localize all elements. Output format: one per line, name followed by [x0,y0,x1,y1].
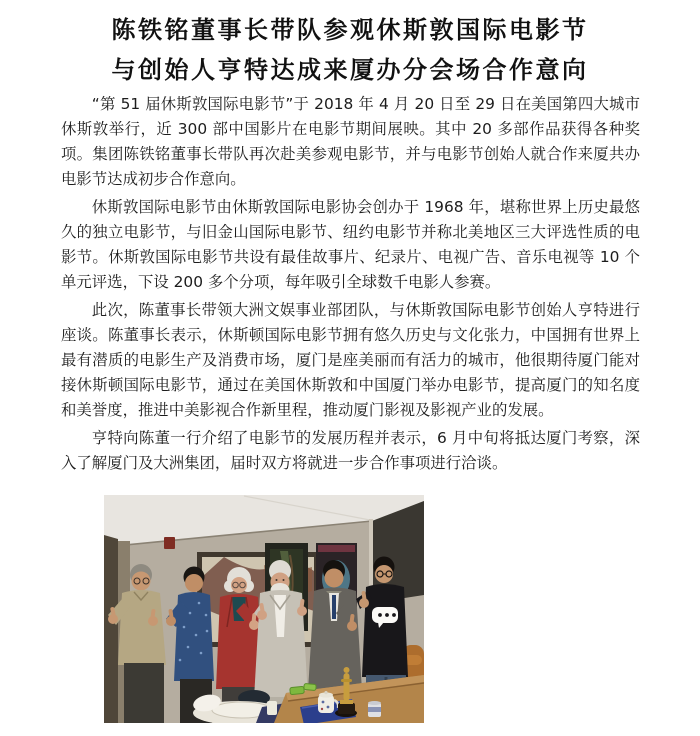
paragraph-3: 此次，陈董事长带领大洲文娱事业部团队，与休斯敦国际电影节创始人亨特进行座谈。陈董事长表示，休斯顿国际电影节拥有悠久历史与文化张力，中国拥有世界上最有潜质的电影生产及消费市场，厦门是座美丽而有活力的城市，他很期待厦门能对接休斯顿国际电影节，通过在美国休斯敦和中国厦门举办电影节，提高厦门的知名度和美誉度，推进中美影视合作新里程，推动厦门影视及影视产业的发展。 [61,301,640,419]
article-body [61,92,640,476]
wall-alarm-box [164,537,175,549]
group-photo-image [104,495,424,723]
group-photo [104,495,424,723]
paragraph-1: “第 51 届休斯敦国际电影节”于 2018 年 4 月 20 日至 29 日在美国第四大城市休斯敦举行，近 300 部中国影片在电影节期间展映。其中 20 多部作品获得各种奖项。集团陈铁铭董事长带队再次赴美参观电影节，并与电影节创始人就合作来厦共办电影节达成初步合作意向。 [61,95,640,188]
tea-cup [368,701,381,717]
title-line-2: 与创始人亨特达成来厦办分会场合作意向 [111,56,589,84]
article-title [0,0,700,90]
paragraph-4: 亨特向陈董一行介绍了电影节的发展历程并表示，6 月中旬将抵达厦门考察，深入了解厦门及大洲集团，届时双方将就进一步合作事项进行洽谈。 [61,429,640,472]
paragraph-2: 休斯敦国际电影节由休斯敦国际电影协会创办于 1968 年，堪称世界上历史最悠久的独立电影节，与旧金山国际电影节、纽约电影节并称北美地区三大评选性质的电影节。休斯敦国际电影节共设有最佳故事片、纪录片、电视广告、音乐电视等 10 个单元评选，下设 200 多个分项，每年吸引全球数千电影人参赛。 [61,198,640,291]
title-line-1: 陈铁铭董事长带队参观休斯敦国际电影节 [111,16,589,44]
